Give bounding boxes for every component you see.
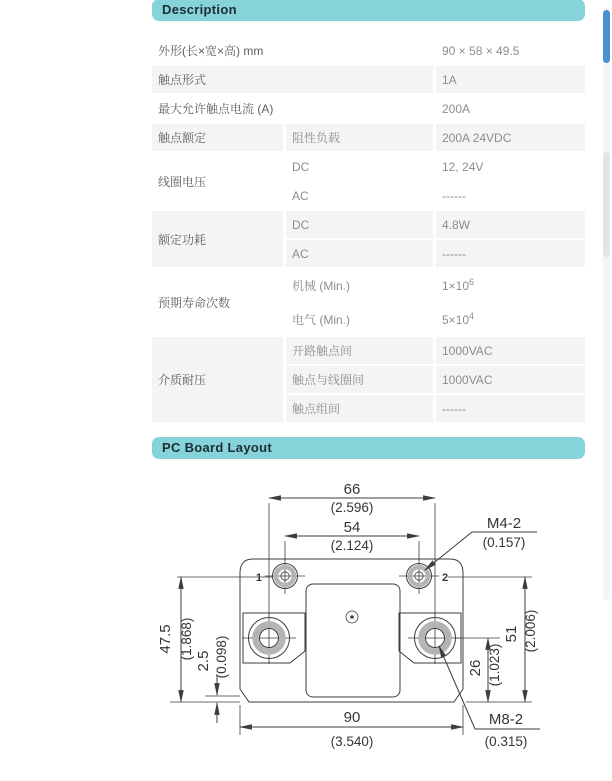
- table-row: [152, 211, 585, 240]
- svg-text:54: 54: [343, 519, 361, 536]
- spec-value: $5\times 10^4$: [436, 303, 585, 337]
- spec-table: [149, 37, 588, 424]
- spec-sublabel: 阻性负载: [286, 124, 433, 153]
- spec-value: 1A: [436, 66, 585, 95]
- section-header-description: [152, 0, 585, 21]
- spec-sublabel: AC: [286, 240, 433, 269]
- svg-text:(3.540): (3.540): [330, 734, 374, 749]
- spec-label: 额定功耗: [152, 211, 283, 269]
- spec-value: 200A 24VDC: [436, 124, 585, 153]
- exponent: 4: [469, 311, 475, 321]
- spec-value: 200A: [436, 95, 585, 124]
- spec-label: 预期寿命次数: [152, 269, 283, 337]
- section-title: Description: [162, 2, 237, 17]
- svg-text:M8-2: M8-2: [488, 711, 524, 728]
- section-header-pcb-layout: [152, 437, 585, 459]
- svg-text:66: 66: [343, 481, 361, 498]
- load-terminal-1: [242, 612, 296, 664]
- table-row: [152, 124, 585, 153]
- svg-text:(0.315): (0.315): [484, 734, 528, 749]
- spec-value: 4.8W: [436, 211, 585, 240]
- exponent: 6: [469, 277, 475, 287]
- spec-label: 外形(长×宽×高) mm: [152, 37, 433, 66]
- spec-value: 1000VAC: [436, 366, 585, 395]
- svg-text:(0.157): (0.157): [482, 535, 526, 550]
- section-title: PC Board Layout: [162, 440, 272, 455]
- spec-label: 触点额定: [152, 124, 283, 153]
- callout-m4: [425, 515, 537, 570]
- spec-sublabel: 触点组间: [286, 395, 433, 424]
- spec-label: 触点形式: [152, 66, 433, 95]
- load-terminal-2: [408, 612, 462, 664]
- scrollbar-track[interactable]: [603, 8, 610, 600]
- spec-value: 90 × 58 × 49.5: [436, 37, 585, 66]
- spec-value: ------: [436, 182, 585, 211]
- svg-text:47.5: 47.5: [157, 624, 174, 654]
- spec-value: $1\times 10^6$: [436, 269, 585, 303]
- spec-value: 1000VAC: [436, 337, 585, 366]
- spec-value: ------: [436, 240, 585, 269]
- svg-text:26: 26: [467, 659, 484, 677]
- svg-text:(2.006): (2.006): [523, 609, 538, 653]
- svg-text:90: 90: [343, 709, 361, 726]
- pcb-layout-drawing: [0, 465, 612, 781]
- svg-text:2.5: 2.5: [195, 650, 212, 672]
- svg-text:51: 51: [503, 625, 520, 643]
- spec-value: ------: [436, 395, 585, 424]
- spec-sublabel: DC: [286, 211, 433, 240]
- spec-sublabel: 触点与线圈间: [286, 366, 433, 395]
- table-row: [152, 66, 585, 95]
- dim-2-5: [195, 636, 240, 723]
- spec-label: 介质耐压: [152, 337, 283, 424]
- terminal-2-label: 2: [442, 572, 449, 584]
- spec-label: 最大允许触点电流 (A): [152, 95, 433, 124]
- svg-text:(2.124): (2.124): [330, 538, 374, 553]
- svg-text:(1.868): (1.868): [179, 617, 194, 661]
- relay-cover: [306, 584, 400, 697]
- table-row: [152, 95, 585, 124]
- scroll-progress-indicator[interactable]: [603, 10, 610, 63]
- spec-label: 线圈电压: [152, 153, 283, 211]
- svg-text:(0.098): (0.098): [214, 635, 229, 679]
- coil-terminal-1: [265, 558, 305, 594]
- terminal-1-label: 1: [255, 572, 262, 584]
- spec-sublabel: AC: [286, 182, 433, 211]
- spec-value: 12, 24V: [436, 153, 585, 182]
- table-row: [152, 37, 585, 66]
- table-row: [152, 153, 585, 182]
- svg-text:M4-2: M4-2: [486, 515, 522, 532]
- dim-90: [240, 705, 463, 749]
- spec-sublabel: 机械 (Min.): [286, 269, 433, 303]
- svg-text:(1.023): (1.023): [487, 643, 502, 687]
- table-row: [152, 269, 585, 303]
- dim-54: [285, 519, 419, 561]
- svg-text:(2.596): (2.596): [330, 500, 374, 515]
- scrollbar-thumb[interactable]: [603, 152, 610, 257]
- spec-sublabel: 开路触点间: [286, 337, 433, 366]
- table-row: [152, 337, 585, 366]
- spec-sublabel: 电气 (Min.): [286, 303, 433, 337]
- spec-sublabel: DC: [286, 153, 433, 182]
